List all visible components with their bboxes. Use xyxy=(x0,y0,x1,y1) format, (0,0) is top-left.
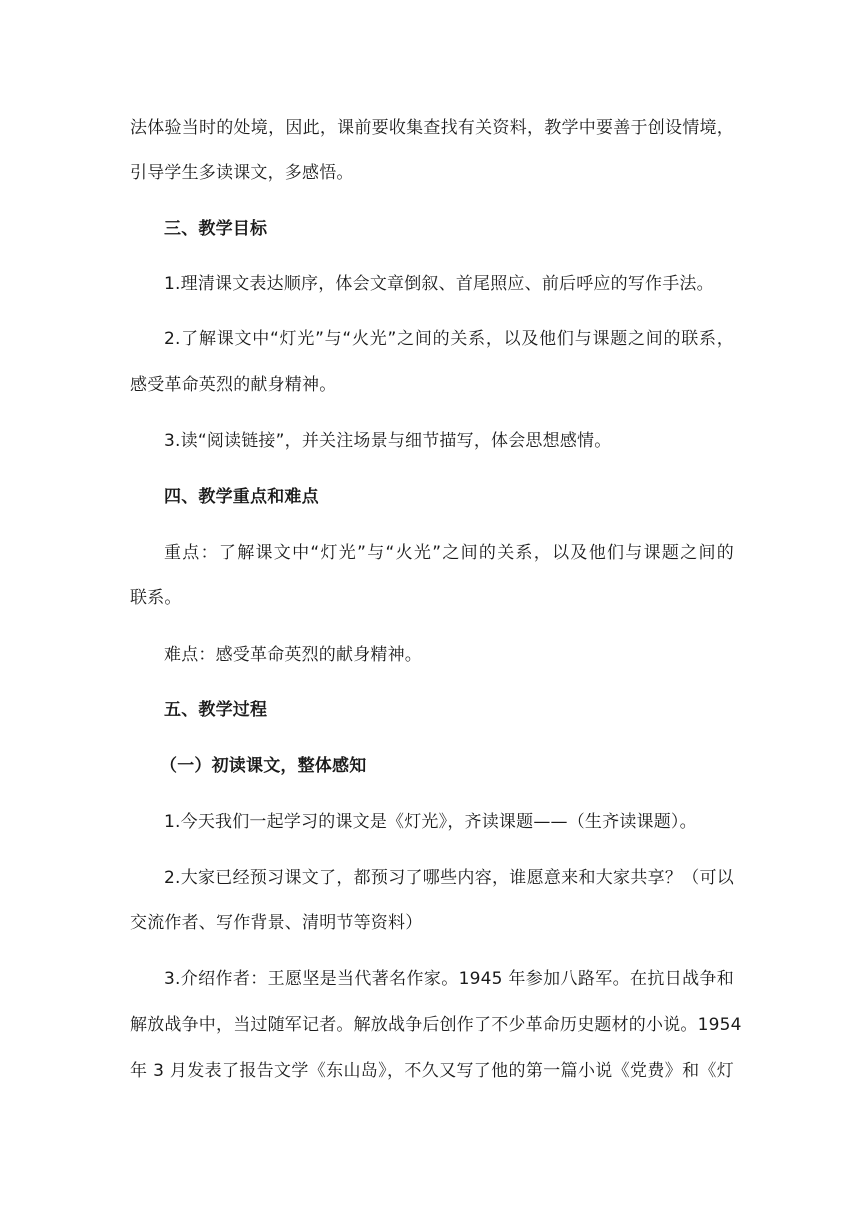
paragraph-line: 引导学生多读课文，多感悟。 xyxy=(130,163,354,183)
section-heading-goals: 三、教学目标 xyxy=(164,219,268,239)
section-heading-process: 五、教学过程 xyxy=(164,700,268,720)
goal-item-1: 1.理清课文表达顺序，体会文章倒叙、首尾照应、前后呼应的写作手法。 xyxy=(164,274,714,294)
step-3-line-2: 解放战争中，当过随军记者。解放战争后创作了不少革命历史题材的小说。1954 xyxy=(130,1015,742,1035)
subsection-heading: （一）初读课文，整体感知 xyxy=(160,756,367,776)
step-2-line-1: 2.大家已经预习课文了，都预习了哪些内容，谁愿意来和大家共享？（可以 xyxy=(164,868,734,888)
step-3-line-1: 3.介绍作者：王愿坚是当代著名作家。1945 年参加八路军。在抗日战争和 xyxy=(164,969,734,989)
step-1: 1.今天我们一起学习的课文是《灯光》，齐读课题——（生齐读课题）。 xyxy=(164,812,697,832)
section-heading-focus: 四、教学重点和难点 xyxy=(164,487,319,507)
key-point-line-2: 联系。 xyxy=(130,588,182,608)
goal-item-2-line-1: 2.了解课文中“灯光”与“火光”之间的关系，以及他们与课题之间的联系， xyxy=(164,329,734,349)
key-point-line-1: 重点：了解课文中“灯光”与“火光”之间的关系，以及他们与课题之间的 xyxy=(164,543,734,563)
goal-item-2-line-2: 感受革命英烈的献身精神。 xyxy=(130,375,337,395)
step-2-line-2: 交流作者、写作背景、清明节等资料） xyxy=(130,913,423,933)
step-3-line-3: 年 3 月发表了报告文学《东山岛》，不久又写了他的第一篇小说《党费》和《灯 xyxy=(130,1061,734,1081)
goal-item-3: 3.读“阅读链接”，并关注场景与细节描写，体会思想感情。 xyxy=(164,431,612,451)
difficulty-point: 难点：感受革命英烈的献身精神。 xyxy=(164,645,422,665)
paragraph-line: 法体验当时的处境，因此，课前要收集查找有关资料，教学中要善于创设情境， xyxy=(130,118,734,138)
